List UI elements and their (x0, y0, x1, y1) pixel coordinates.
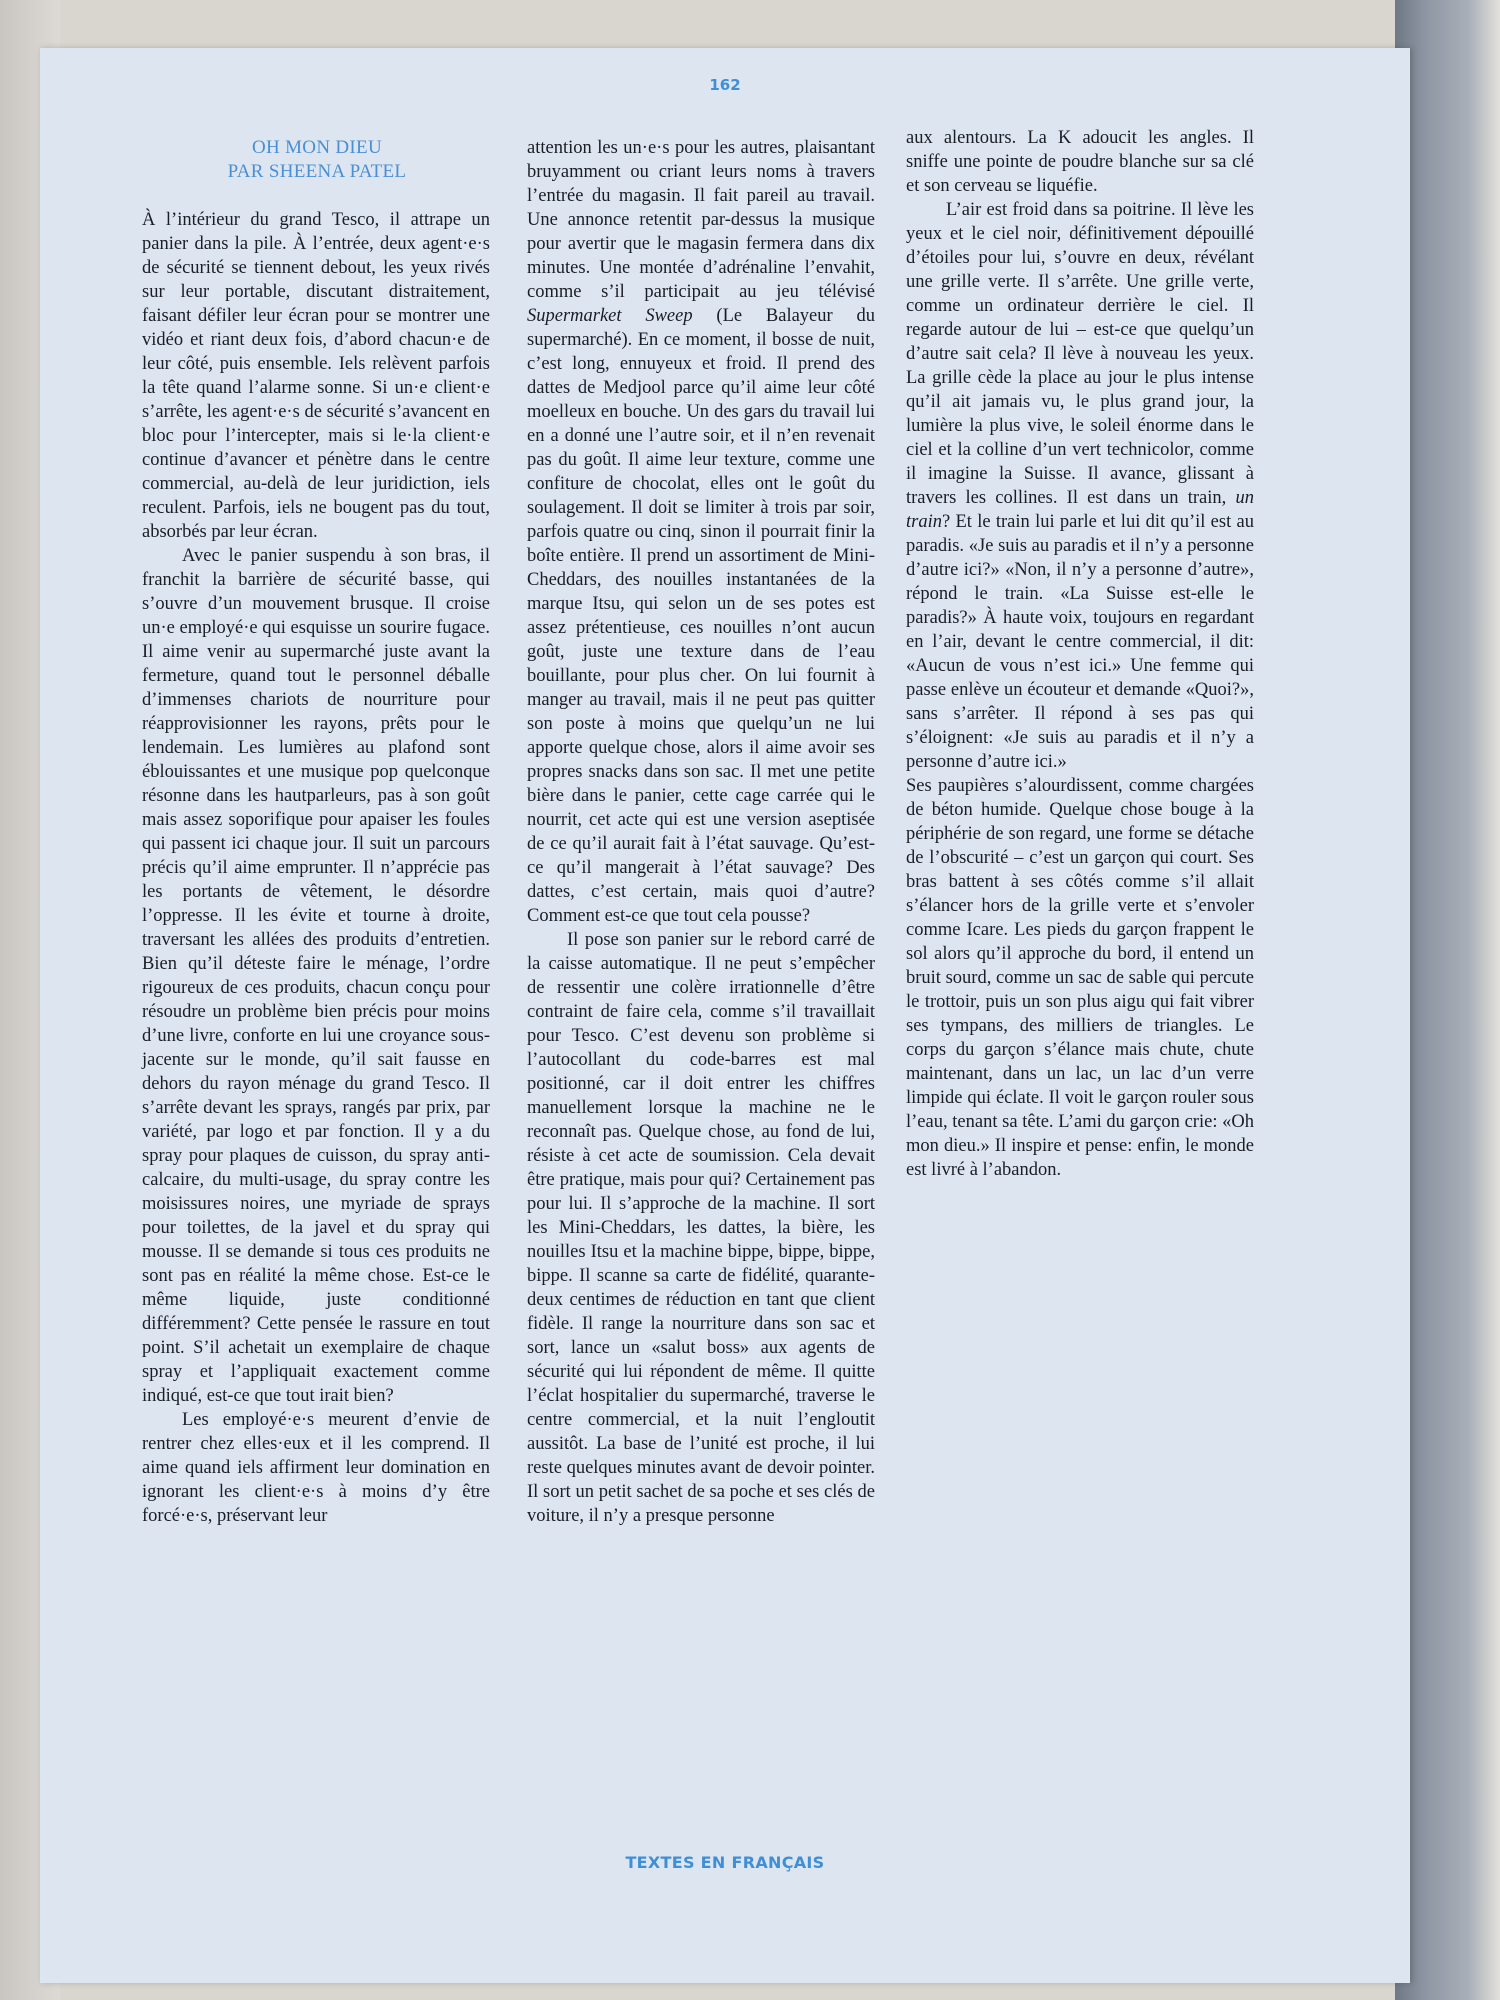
paragraph: Il pose son panier sur le rebord carré de la caisse automatique. Il ne peut s’empêcher de ressentir une colère irrationnelle d’être contraint de faire cela, comme s’il travaillait pour Tesco. C’est devenu son problème si l’autocollant du code-barres est mal positionné, car il doit entrer les chiffres manuellement lorsque la machine ne le reconnaît pas. Quelque chose, au fond de lui, résiste à cet acte de soumission. Cela devait être pratique, mais pour qui? Certainement pas pour lui. Il s’approche de la machine. Il sort les Mini-Cheddars, les dattes, la bière, les nouilles Itsu et la machine bippe, bippe, bippe, bippe. Il scanne sa carte de fidélité, quarante-deux centimes de réduction en tant que client fidèle. Il range la nourriture dans son sac et sort, lance un «salut boss» aux agents de sécurité qui lui répondent de même. Il quitte l’éclat hospitalier du supermarché, traverse le centre commercial, et la nuit l’engloutit aussitôt. La base de l’unité est proche, il lui reste quelques minutes avant de devoir pointer. Il sort un petit sachet de sa poche et ses clés de voiture, il n’y a presque personne (527, 930, 875, 1526)
text-run: ? Et le train lui parle et lui dit qu’il est au paradis. «Je suis au paradis et il n’y a personne d’autre ici?» «Non, il n’y a personne d’autre», répond le train. «La Suisse est-elle le paradis?» À haute voix, toujours en regardant en l’air, devant le centre commercial, il dit: «Aucun de vous n’est ici.» Une femme qui passe enlève un écouteur et demande «Quoi?», sans s’arrêter. Il répond à ses pas qui s’éloignent: «Je suis au paradis et il n’y a personne d’autre ici.» (906, 512, 1254, 772)
text-column-2 (527, 136, 875, 1528)
text-run: L’air est froid dans sa poitrine. Il lève les yeux et le ciel noir, définitivement dépouillé d’étoiles pour lui, s’ouvre en deux, révélant une grille verte. Il s’arrête. Une grille verte, comme un ordinateur derrière le ciel. Il regarde autour de lui – est-ce que quelqu’un d’autre sait cela? Il lève à nouveau les yeux. La grille cède la place au jour le plus intense qu’il ait jamais vu, le plus grand jour, la lumière la plus vive, le soleil énorme dans le ciel et la colline d’un vert technicolor, comme il imagine la Suisse. Il avance, glissant à travers les collines. Il est dans un train, (906, 200, 1254, 508)
paragraph: Ses paupières s’alourdissent, comme chargées de béton humide. Quelque chose bouge à la périphérie de son regard, une forme se détache de l’obscurité – c’est un garçon qui court. Ses bras battent à ses côtés comme s’il allait s’élancer hors de la grille verte et s’envoler comme Icare. Les pieds du garçon frappent le sol alors qu’il approche du bord, il entend un bruit sourd, comme un sac de sable qui percute le trottoir, puis un son plus aigu qui fait vibrer ses tympans, des milliers de triangles. Le corps du garçon s’élance mais chute, chute maintenant, dans un lac, un lac d’un verre limpide qui éclate. Il voit le garçon rouler sous l’eau, tenant sa tête. L’ami du garçon crie: «Oh mon dieu.» Il inspire et pense: enfin, le monde est livré à l’abandon. (906, 776, 1254, 1180)
text-column-1 (142, 208, 490, 1528)
italic-phrase: un train (906, 488, 1255, 532)
show-title-italic: Supermarket Sweep (527, 306, 693, 326)
text-run: (Le Balayeur du supermarché). En ce moment, il bosse de nuit, c’est long, ennuyeux et froid. Il prend des dattes de Medjool parce qu’il aime leur côté moelleux en bouche. Un des gars du travail lui en a donné une l’autre soir, et il n’en revenait pas du goût. Il aime leur texture, comme une confiture de chocolat, elles ont le goût du soulagement. Il doit se limiter à trois par soir, parfois quatre ou cinq, sinon il pourrait finir la boîte entière. Il prend un assortiment de Mini-Cheddars, des nouilles instantanées de la marque Itsu, qui selon un de ses potes est assez prétentieuse, ces nouilles n’ont aucun goût, juste une texture dans de l’eau bouillante, pour plus cher. On lui fournit à manger au travail, mais il ne peut pas quitter son poste à moins que quelqu’un ne lui apporte quelque chose, alors il aime avoir ses propres snacks dans son sac. Il met une petite bière dans le panier, cette cage carrée qui le nourrit, cet acte qui est une version aseptisée de ce qu’il aurait fait à l’état sauvage. Qu’est-ce qu’il mangerait à l’état sauvage? Des dattes, c’est certain, mais quoi d’autre? Comment est-ce que tout cela pousse? (527, 306, 875, 926)
text-run: attention les un·e·s pour les autres, plaisantant bruyamment ou criant leurs noms à travers l’entrée du magasin. Il fait pareil au travail. Une annonce retentit par-dessus la musique pour avertir que le magasin fermera dans dix minutes. Une montée d’adrénaline l’envahit, comme s’il participait au jeu télévisé (527, 138, 875, 302)
paragraph: Avec le panier suspendu à son bras, il franchit la barrière de sécurité basse, qui s’ouvre d’un mouvement brusque. Il croise un·e employé·e qui esquisse un sourire fugace. Il aime venir au supermarché juste avant la fermeture, quand tout le personnel déballe d’immenses chariots de nourriture pour réapprovisionner les rayons, prêts pour le lendemain. Les lumières au plafond sont éblouissantes et une musique pop quelconque résonne dans les hautparleurs, pas à son goût mais assez soporifique pour apaiser les foules qui passent ici chaque jour. Il suit un parcours précis qu’il aime emprunter. Il n’apprécie pas les portants de vêtement, le désordre l’oppresse. Il les évite et tourne à droite, traversant les allées des produits d’entretien. Bien qu’il déteste faire le ménage, l’ordre rigoureux de ces produits, chacun conçu pour résoudre un problème bien précis pour moins d’une livre, conforte en lui une croyance sous-jacente sur le monde, qu’il sait fausse en dehors du rayon ménage du grand Tesco. Il s’arrête devant les sprays, rangés par prix, par variété, par logo et par fonction. Il y a du spray pour plaques de cuisson, du spray anti-calcaire, du multi-usage, du spray contre les moisissures noires, une myriade de sprays pour toilettes, de la javel et du spray qui mousse. Il se demande si tous ces produits ne sont pas en réalité la même chose. Est-ce le même liquide, juste conditionné différemment? Cette pensée le rassure en tout point. S’il achetait un exemplaire de chaque spray et l’appliquait exactement comme indiqué, est-ce que tout irait bien? (142, 546, 490, 1406)
book-page (40, 48, 1410, 1983)
paragraph: Les employé·e·s meurent d’envie de rentrer chez elles·eux et il les comprend. Il aime quand iels affirment leur domination en ignorant les client·e·s à moins d’y être forcé·e·s, préservant leur (142, 1410, 490, 1526)
paragraph (527, 136, 875, 928)
page-number: 162 (709, 76, 741, 94)
text-column-3 (906, 126, 1254, 1182)
paragraph: À l’intérieur du grand Tesco, il attrape un panier dans la pile. À l’entrée, deux agent·e·s de sécurité se tiennent debout, les yeux rivés sur leur portable, discutant distraitement, faisant défiler leur écran pour se montrer une vidéo et riant deux fois, d’abord chacun·e de leur côté, puis ensemble. Iels relèvent parfois la tête quand l’alarme sonne. Si un·e client·e s’arrête, les agent·e·s de sécurité s’avancent en bloc pour l’intercepter, mais si le·la client·e continue d’avancer et pénètre dans le centre commercial, au-delà de leur juridiction, iels reculent. Parfois, iels ne bougent pas du tout, absorbés par leur écran. (142, 210, 490, 542)
section-footer: TEXTES EN FRANÇAIS (625, 1853, 825, 1872)
paragraph: aux alentours. La K adoucit les angles. Il sniffe une pointe de poudre blanche sur sa clé et son cerveau se liquéfie. (906, 128, 1254, 196)
title-line: OH MON DIEU (252, 137, 382, 158)
author-line: PAR SHEENA PATEL (227, 161, 407, 182)
paragraph (906, 198, 1254, 774)
article-title (142, 136, 492, 184)
book-spine-edge (1395, 0, 1500, 2000)
